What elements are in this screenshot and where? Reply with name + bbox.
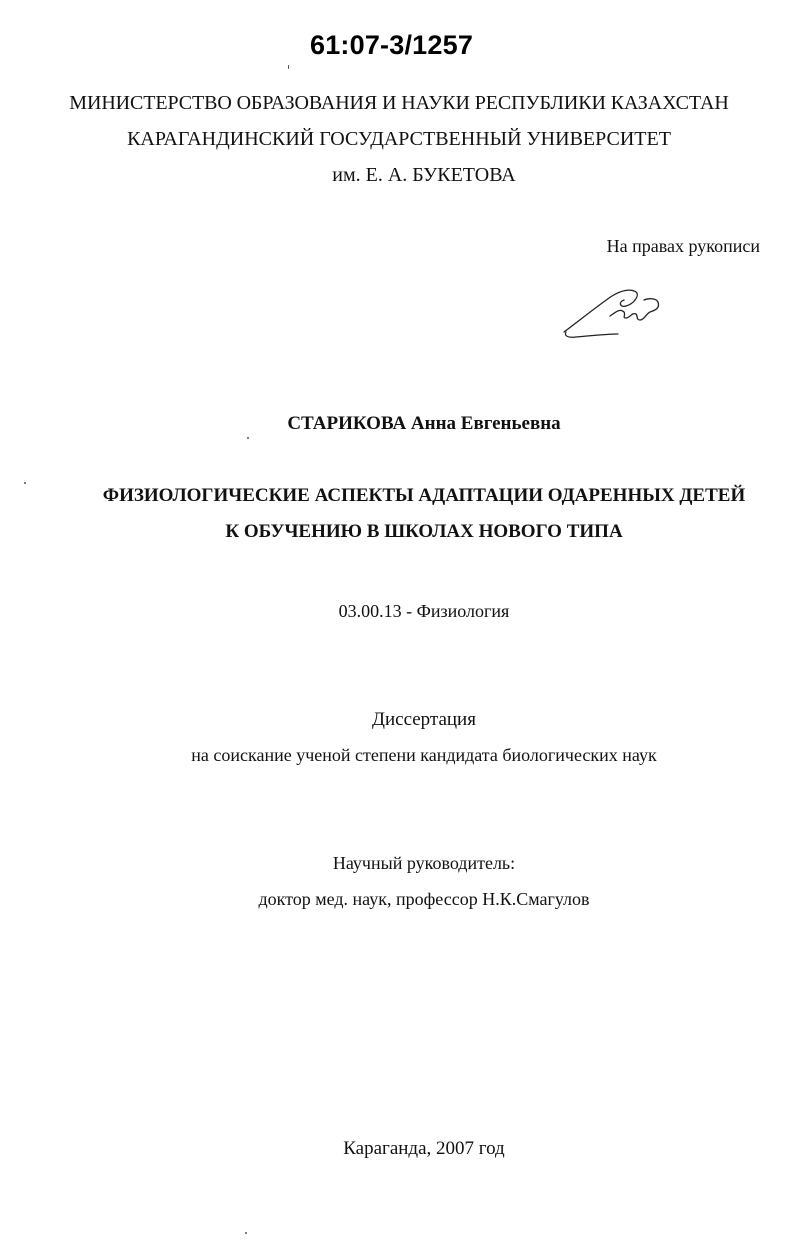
author-name: СТАРИКОВА Анна Евгеньевна (287, 413, 561, 434)
supervisor-label: Научный руководитель: (332, 853, 516, 873)
scan-speck (288, 65, 289, 69)
document-type: Диссертация (372, 709, 476, 730)
scan-speck (247, 437, 249, 439)
supervisor-name: доктор мед. наук, профессор Н.К.Смагулов (258, 889, 590, 909)
scan-speck (24, 482, 26, 484)
university-name: КАРАГАНДИНСКИЙ ГОСУДАРСТВЕННЫЙ УНИВЕРСИТЕТ (127, 128, 671, 150)
specialty-code: 03.00.13 - Физиология (338, 601, 510, 621)
registration-number: 61:07-3/1257 (310, 30, 474, 60)
university-named-after: им. Е. А. БУКЕТОВА (332, 164, 516, 186)
manuscript-rights: На правах рукописи (606, 236, 760, 256)
scan-speck (245, 1232, 247, 1234)
city-and-year: Караганда, 2007 год (343, 1138, 505, 1159)
degree-purpose: на соискание ученой степени кандидата биологических наук (191, 745, 657, 765)
signature-icon (560, 282, 670, 342)
ministry-name: МИНИСТЕРСТВО ОБРАЗОВАНИЯ И НАУКИ РЕСПУБЛИКИ КАЗАХСТАН (69, 92, 729, 114)
dissertation-title-line-2: К ОБУЧЕНИЮ В ШКОЛАХ НОВОГО ТИПА (225, 521, 623, 542)
dissertation-title-line-1: ФИЗИОЛОГИЧЕСКИЕ АСПЕКТЫ АДАПТАЦИИ ОДАРЕННЫХ ДЕТЕЙ (102, 485, 746, 506)
